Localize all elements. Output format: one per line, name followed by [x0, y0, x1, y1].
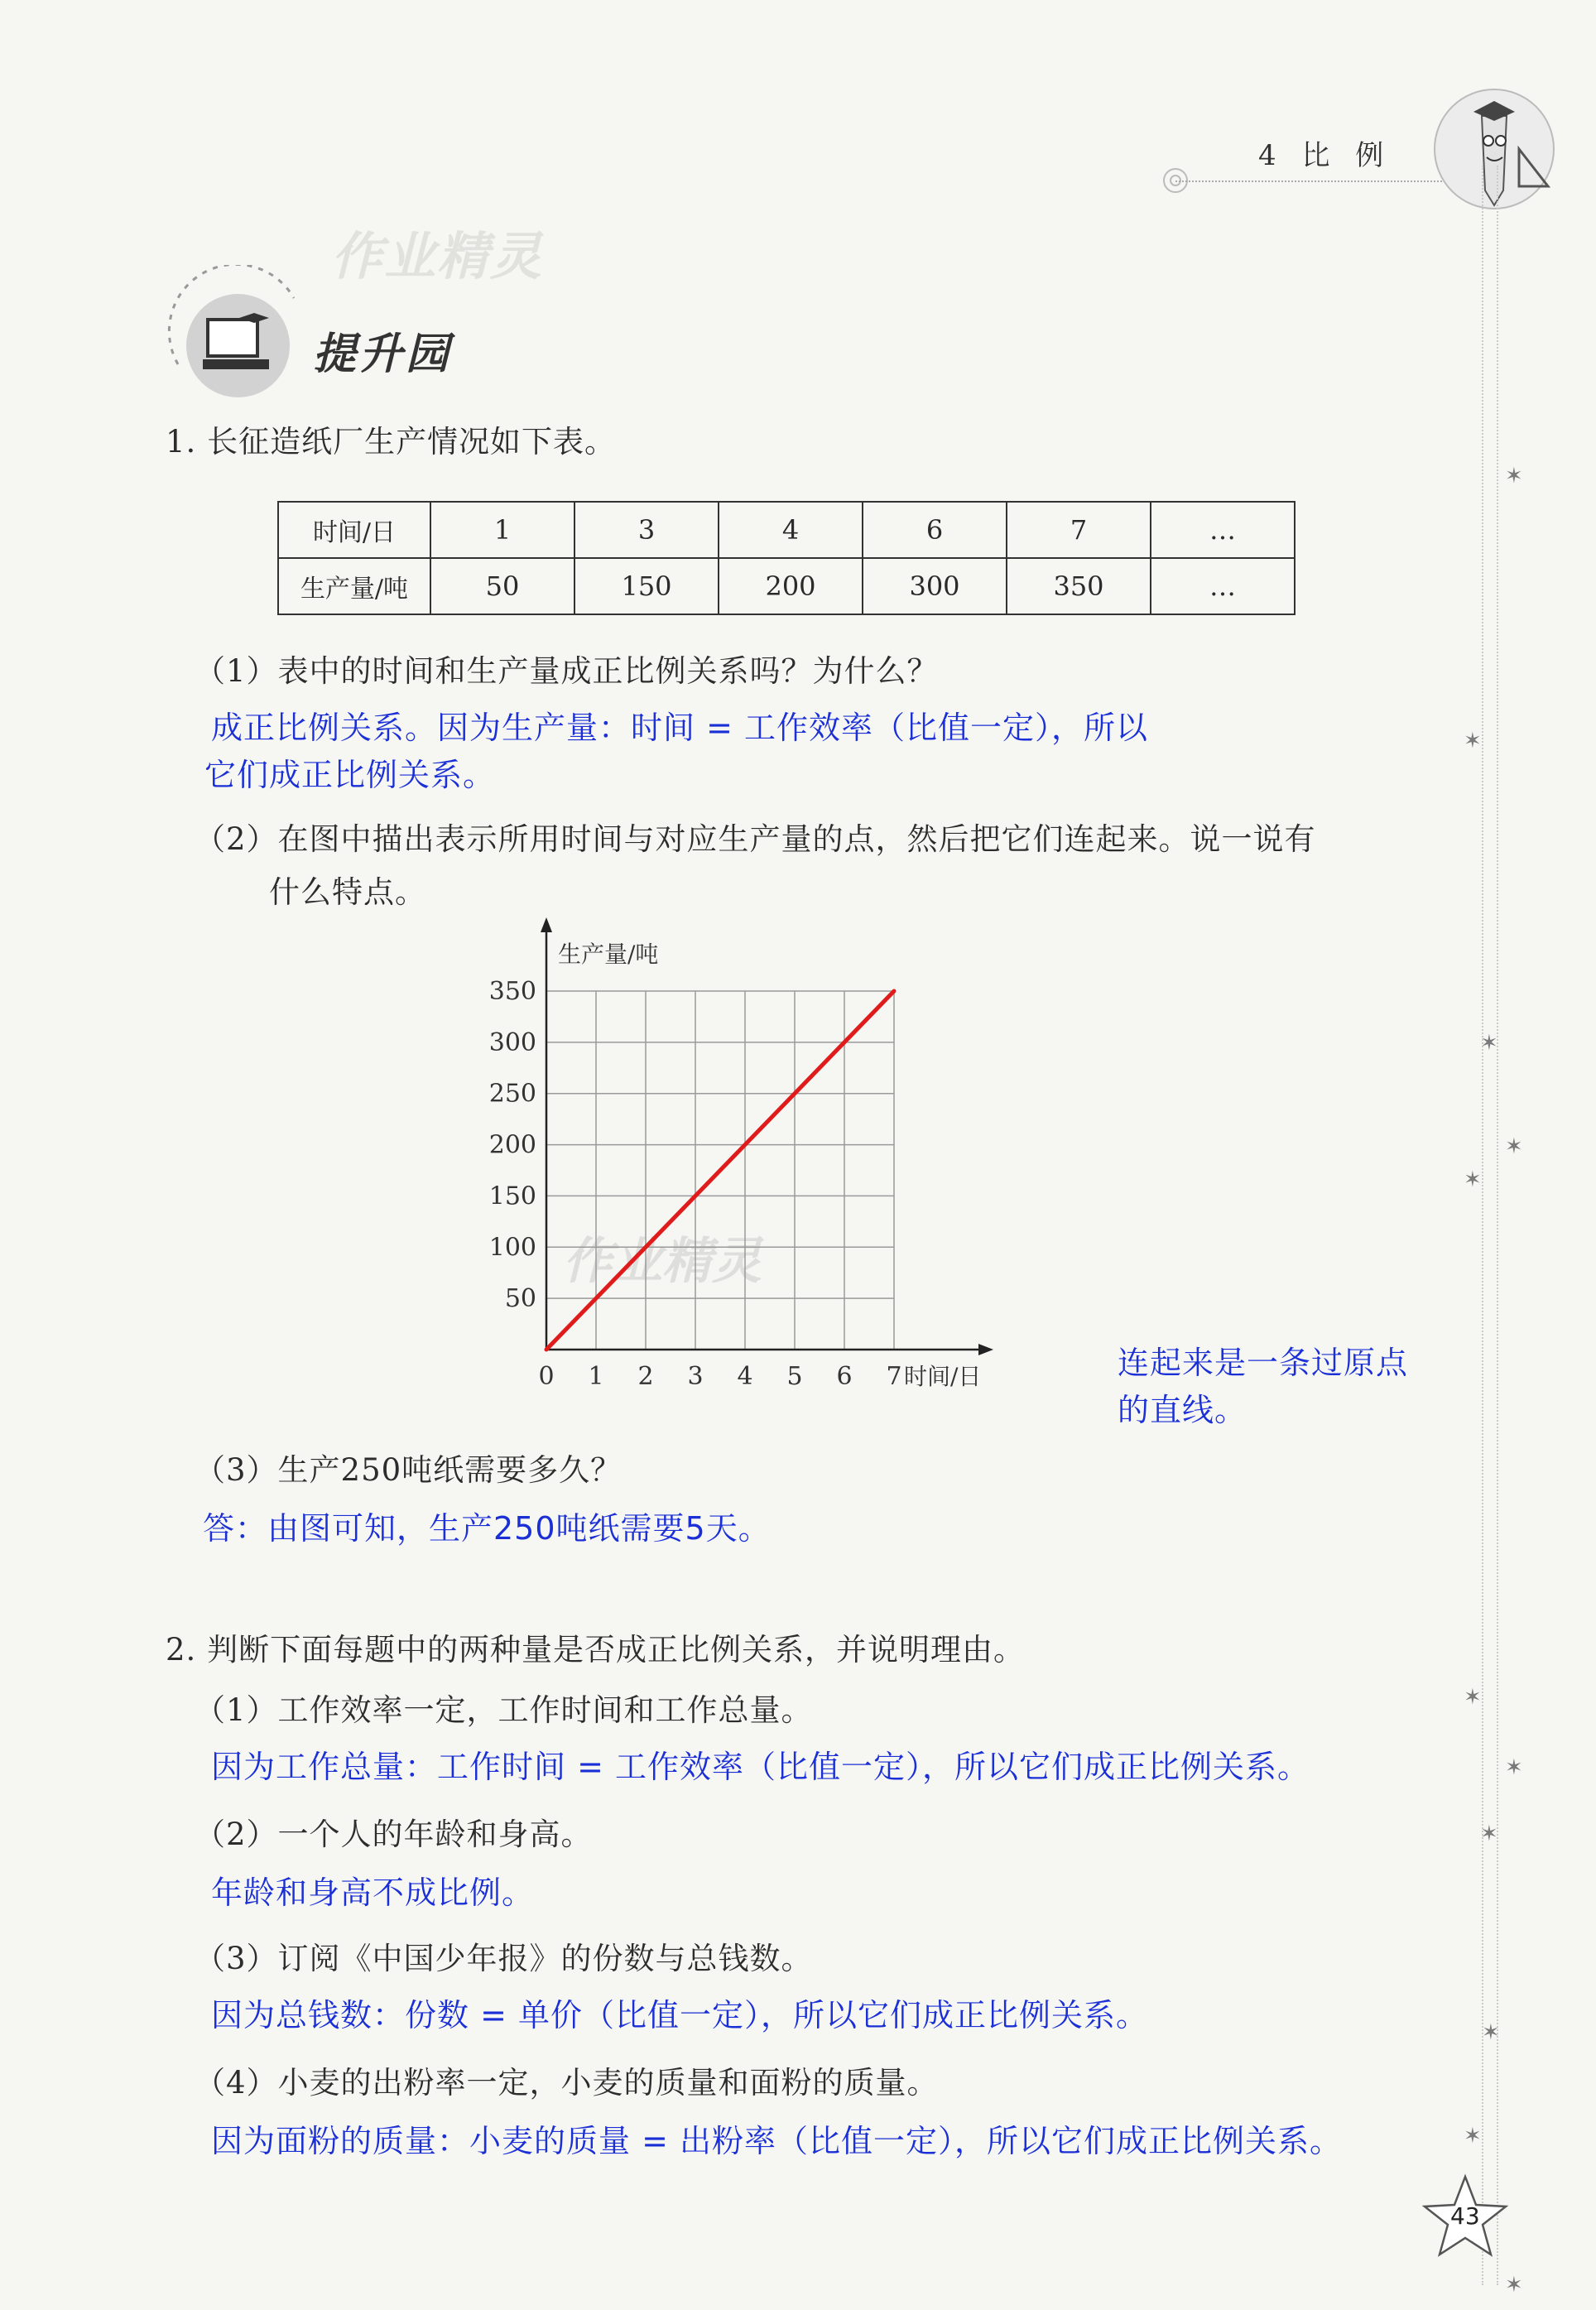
table-cell: 350 — [1007, 558, 1151, 614]
q1-sub1-answer-line2: 它们成正比例关系。 — [204, 757, 496, 793]
table-row — [278, 502, 1295, 558]
x-tick-label: 6 — [836, 1362, 853, 1391]
star-icon: ✶ — [1464, 2124, 1482, 2149]
x-tick-label: 2 — [637, 1362, 654, 1391]
q2-item-answer: 年龄和身高不成比例。 — [211, 1874, 535, 1911]
star-icon: ✶ — [1464, 1167, 1482, 1192]
y-axis-arrow — [541, 917, 552, 932]
table-cell: 1 — [430, 502, 574, 558]
chapter-title: 4 比 例 — [1258, 139, 1392, 172]
y-tick-label: 150 — [488, 1181, 536, 1211]
star-icon: ✶ — [1505, 1134, 1523, 1159]
table-cell: 7 — [1007, 502, 1151, 558]
q2-item-question: （4）小麦的出粉率一定，小麦的质量和面粉的质量。 — [195, 2065, 939, 2101]
star-icon: ✶ — [1464, 729, 1482, 753]
q1-prompt: 1. 长征造纸厂生产情况如下表。 — [166, 424, 617, 460]
table-cell: 200 — [719, 558, 863, 614]
q1-sub1-question: （1）表中的时间和生产量成正比例关系吗？为什么？ — [195, 653, 939, 689]
x-tick-label: 0 — [538, 1362, 555, 1391]
table-cell: 4 — [719, 502, 863, 558]
x-tick-label: 3 — [687, 1362, 704, 1391]
q2-item-answer: 因为工作总量：工作时间 = 工作效率（比值一定），所以它们成正比例关系。 — [211, 1749, 1310, 1785]
page-number: 43 — [1450, 2202, 1480, 2230]
table-cell: … — [1151, 558, 1295, 614]
x-tick-label: 5 — [786, 1362, 803, 1391]
star-icon: ✶ — [1482, 2020, 1500, 2045]
q1-sub2-question-line1: （2）在图中描出表示所用时间与对应生产量的点，然后把它们连起来。说一说有 — [195, 821, 1316, 857]
section-title: 提升园 — [313, 329, 453, 379]
x-tick-label: 7 — [886, 1362, 902, 1391]
y-tick-label: 300 — [488, 1027, 536, 1057]
y-tick-label: 250 — [488, 1079, 536, 1109]
table-cell: 300 — [863, 558, 1007, 614]
decorative-rail — [1482, 166, 1483, 2285]
y-tick-label: 350 — [488, 977, 536, 1006]
q2-item-answer: 因为总钱数：份数 = 单价（比值一定），所以它们成正比例关系。 — [211, 1997, 1149, 2033]
q1-sub2-question-line2: 什么特点。 — [269, 874, 426, 910]
pencil-mascot-icon — [1424, 75, 1565, 219]
x-axis-arrow — [978, 1344, 993, 1355]
q1-sub1-answer-line1: 成正比例关系。因为生产量：时间 = 工作效率（比值一定），所以 — [211, 710, 1149, 746]
computer-icon — [203, 313, 274, 383]
y-tick-label: 50 — [504, 1284, 536, 1314]
production-chart — [464, 911, 1060, 1424]
star-icon: ✶ — [1480, 1031, 1498, 1056]
q1-sub3-question: （3）生产250吨纸需要多久？ — [195, 1452, 623, 1488]
star-icon: ✶ — [1505, 1755, 1523, 1780]
star-icon: ✶ — [1505, 2273, 1523, 2298]
x-tick-label: 4 — [737, 1362, 753, 1391]
x-tick-label: 1 — [588, 1362, 604, 1391]
series-line — [546, 991, 894, 1350]
q2-item-question: （3）订阅《中国少年报》的份数与总钱数。 — [195, 1941, 813, 1976]
x-axis-label: 时间/日 — [904, 1363, 982, 1390]
star-icon: ✶ — [1505, 464, 1523, 488]
y-tick-label: 100 — [488, 1233, 536, 1263]
q1-sub3-answer: 答：由图可知，生产250吨纸需要5天。 — [203, 1510, 771, 1547]
q2-prompt: 2. 判断下面每题中的两种量是否成正比例关系，并说明理由。 — [166, 1632, 1026, 1668]
table-cell: 3 — [574, 502, 719, 558]
y-axis-label: 生产量/吨 — [558, 941, 659, 968]
q2-item-answer: 因为面粉的质量：小麦的质量 = 出粉率（比值一定），所以它们成正比例关系。 — [211, 2123, 1343, 2159]
q2-item-question: （2）一个人的年龄和身高。 — [195, 1817, 593, 1852]
star-icon: ✶ — [1464, 1685, 1482, 1710]
decorative-rail — [1497, 166, 1498, 2285]
production-table — [277, 501, 1296, 615]
table-cell: … — [1151, 502, 1295, 558]
table-row — [278, 558, 1295, 614]
table-cell: 6 — [863, 502, 1007, 558]
table-row-header: 生产量/吨 — [278, 558, 430, 614]
q1-sub2-answer-line2: 的直线。 — [1118, 1392, 1247, 1428]
table-row-header: 时间/日 — [278, 502, 430, 558]
table-cell: 50 — [430, 558, 574, 614]
y-tick-label: 200 — [488, 1130, 536, 1160]
table-cell: 150 — [574, 558, 719, 614]
star-icon: ✶ — [1480, 1822, 1498, 1846]
q2-item-question: （1）工作效率一定，工作时间和工作总量。 — [195, 1692, 813, 1728]
watermark: 作业精灵 — [563, 1232, 762, 1291]
q1-sub2-answer-line1: 连起来是一条过原点 — [1118, 1345, 1409, 1381]
header-swirl-decoration — [1159, 164, 1192, 200]
watermark: 作业精灵 — [331, 226, 544, 286]
